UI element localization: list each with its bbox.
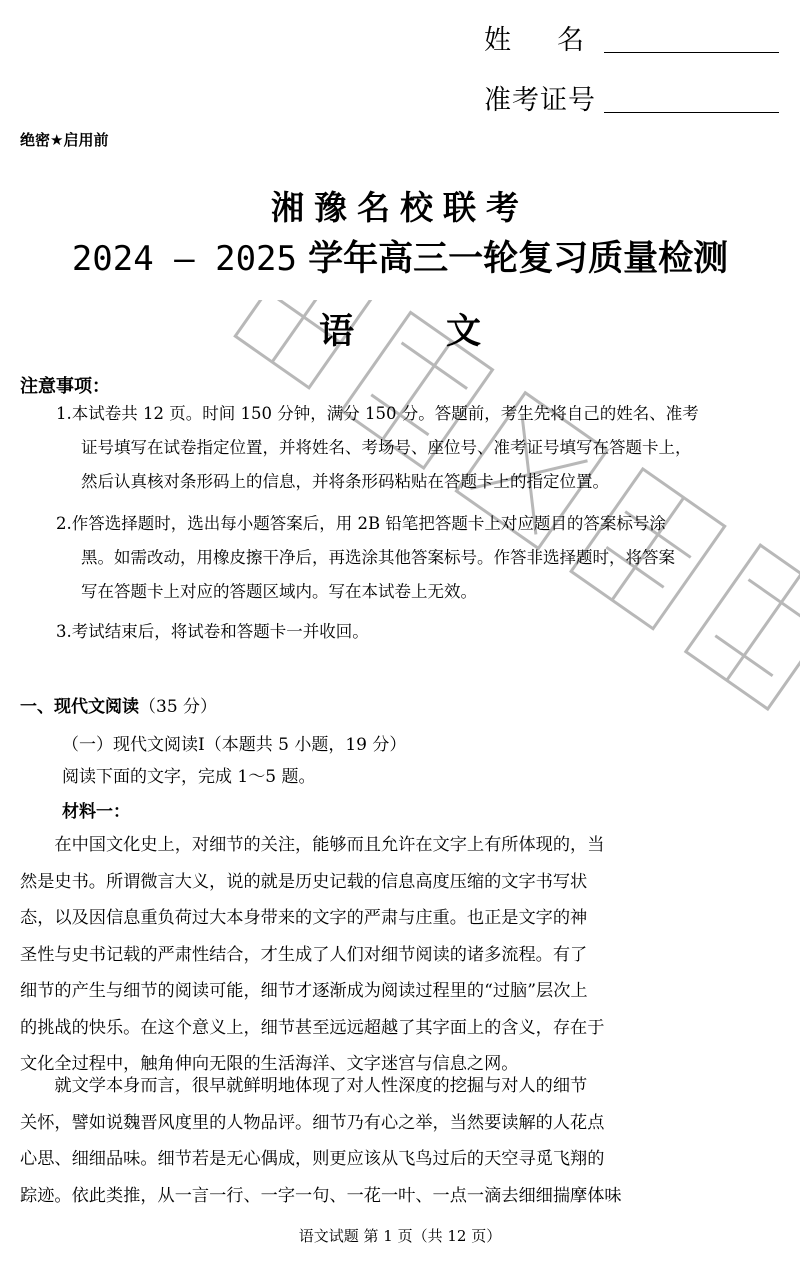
paragraph-line: 在中国文化史上，对细节的关注，能够而且允许在文字上有所体现的，当 — [20, 835, 605, 855]
candidate-name-field[interactable] — [484, 18, 630, 57]
subject-char-a: 语 — [318, 312, 354, 352]
paragraph-line: 心思、细细品味。细节若是无心偶成，则更应该从飞鸟过后的天空寻觅飞翔的 — [20, 1149, 605, 1169]
paragraph-line: 态，以及因信息重负荷过大本身带来的文字的严肃与庄重。也正是文字的神 — [20, 908, 588, 928]
notice-item-2 — [56, 507, 786, 609]
notice-line: 证号填写在试卷指定位置，并将姓名、考场号、座位号、准考证号填写在答题卡上， — [81, 438, 692, 457]
candidate-id-underline — [604, 112, 779, 113]
candidate-id-field[interactable] — [484, 78, 596, 117]
paragraph-line: 细节的产生与细节的阅读可能，细节才逐渐成为阅读过程里的“过脑”层次上 — [20, 981, 588, 1001]
paragraph-2 — [20, 1068, 782, 1214]
notice-heading: 注意事项： — [20, 376, 110, 397]
section-points: （35 分） — [139, 697, 218, 717]
paragraph-line: 就文学本身而言，很早就鲜明地体现了对人性深度的挖掘与对人的细节 — [20, 1076, 588, 1096]
paragraph-1 — [20, 827, 782, 1083]
notice-line: 写在答题卡上对应的答题区域内。写在本试卷上无效。 — [81, 582, 477, 601]
subject-title — [0, 304, 800, 354]
reading-instruction: 阅读下面的文字，完成 1～5 题。 — [62, 767, 316, 787]
candidate-name-underline — [604, 52, 779, 53]
material-label: 材料一： — [62, 802, 130, 822]
exam-title-line1: 湘豫名校联考 — [271, 188, 529, 227]
notice-item-3 — [56, 615, 786, 649]
section-title: 一、现代文阅读 — [20, 697, 139, 717]
exam-title-text: 学年高三一轮复习质量检测 — [308, 239, 729, 279]
subsection-heading: （一）现代文阅读Ⅰ（本题共 5 小题，19 分） — [62, 735, 407, 755]
paragraph-line: 然是史书。所谓微言大义，说的就是历史记载的信息高度压缩的文字书写状 — [20, 871, 588, 892]
paragraph-line: 文化全过程中，触角伸向无限的生活海洋、文字迷宫与信息之网。 — [20, 1054, 519, 1074]
exam-years: 2024 — 2025 — [71, 239, 297, 279]
subject-char-b: 文 — [446, 312, 482, 352]
notice-item-1 — [56, 397, 786, 499]
candidate-name-label: 姓名 — [484, 25, 630, 56]
notice-line: 然后认真核对条形码上的信息，并将条形码粘贴在答题卡上的指定位置。 — [81, 472, 609, 491]
paragraph-line: 圣性与史书记载的严肃性结合，才生成了人们对细节阅读的诸多流程。有了 — [20, 944, 588, 965]
notice-line: 1.本试卷共 12 页。时间 150 分钟，满分 150 分。答题前，考生先将自己的姓名、准考 — [56, 404, 699, 423]
paragraph-line: 的挑战的快乐。在这个意义上，细节甚至远远超越了其字面上的含义，存在于 — [20, 1017, 605, 1038]
exam-title-line2 — [0, 231, 800, 281]
candidate-id-label: 准考证号 — [484, 85, 596, 116]
paragraph-line: 关怀，譬如说魏晋风度里的人物品评。细节乃有心之举，当然要读解的人花点 — [20, 1112, 605, 1133]
section-heading — [20, 692, 217, 717]
page-footer: 语文试题 第 1 页（共 12 页） — [298, 1227, 502, 1245]
paragraph-line: 踪迹。依此类推，从一言一行、一字一句、一花一叶、一点一滴去细细揣摩体味 — [20, 1185, 622, 1206]
notice-line: 黑。如需改动，用橡皮擦干净后，再选涂其他答案标号。作答非选择题时，将答案 — [81, 548, 675, 567]
notice-line: 2.作答选择题时，选出每小题答案后，用 2B 铅笔把答题卡上对应题目的答案标号涂 — [56, 514, 666, 533]
notice-line: 3.考试结束后，将试卷和答题卡一并收回。 — [56, 622, 369, 641]
secret-label: 绝密★启用前 — [20, 131, 109, 149]
